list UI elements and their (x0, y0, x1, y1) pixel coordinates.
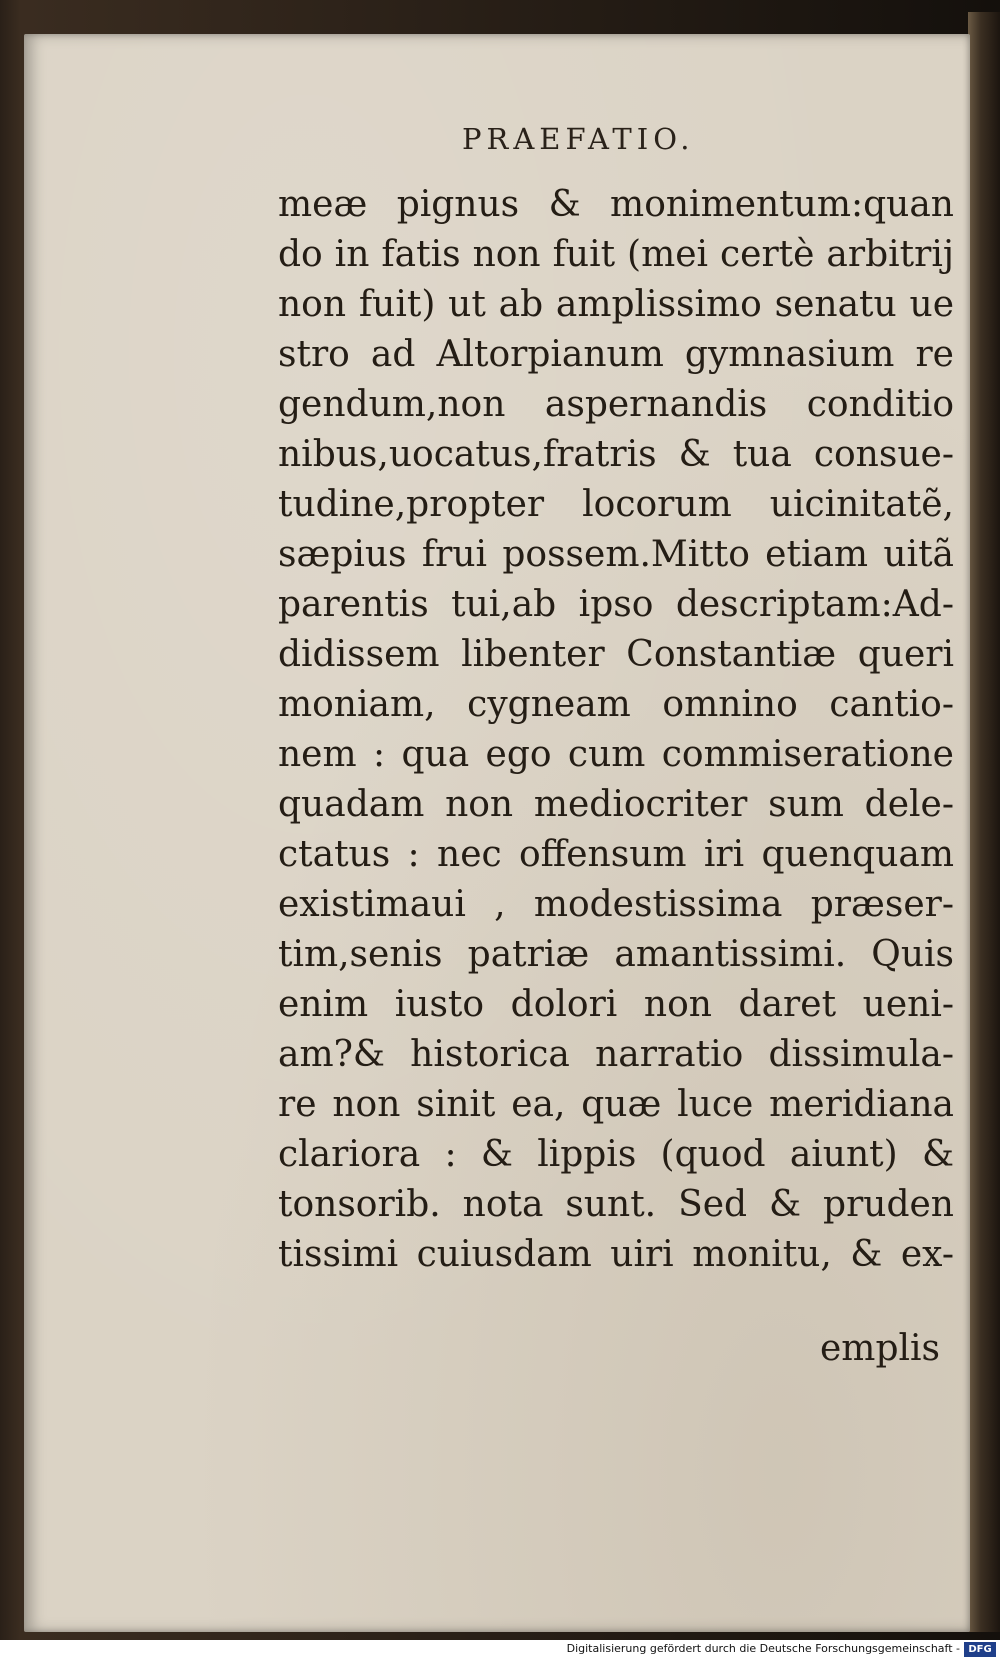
text-line: parentis tui,ab ipso descriptam:Ad- (278, 584, 954, 625)
text-line: non fuit) ut ab amplissimo senatu ue (278, 284, 954, 325)
text-line: nibus,uocatus,fratris & tua consue- (278, 434, 954, 475)
text-line: ctatus : nec offensum iri quenquam (278, 834, 954, 875)
text-line: do in fatis non fuit (mei certè arbitrij (278, 234, 954, 275)
text-line: tudine,propter locorum uicinitatẽ, (278, 484, 954, 525)
text-line: enim iusto dolori non daret ueni- (278, 984, 954, 1025)
text-line: moniam, cygneam omnino cantio- (278, 684, 954, 725)
text-line: gendum,non aspernandis conditio (278, 384, 954, 425)
text-line: tissimi cuiusdam uiri monitu, & ex- (278, 1234, 954, 1275)
footer-bar (0, 1640, 1000, 1660)
dfg-logo: DFG (964, 1642, 996, 1657)
text-line: stro ad Altorpianum gymnasium re (278, 334, 954, 375)
text-line: tonsorib. nota sunt. Sed & pruden (278, 1184, 954, 1225)
text-line: re non sinit ea, quæ luce meridiana (278, 1084, 954, 1125)
body-text (278, 180, 954, 1280)
text-line: quadam non mediocriter sum dele- (278, 784, 954, 825)
text-line: sæpius frui possem.Mitto etiam uitã (278, 534, 954, 575)
running-head: PRAEFATIO. (462, 122, 695, 156)
catchword: emplis (820, 1328, 940, 1369)
funding-credit: Digitalisierung gefördert durch die Deutsche Forschungsgemeinschaft - (566, 1642, 960, 1655)
text-line: meæ pignus & monimentum:quan (278, 184, 954, 225)
text-line: nem : qua ego cum commiseratione (278, 734, 954, 775)
text-line: am?& historica narratio dissimula- (278, 1034, 954, 1075)
book-page-edge (968, 12, 1000, 1632)
text-line: clariora : & lippis (quod aiunt) & (278, 1134, 954, 1175)
text-line: didissem libenter Constantiæ queri (278, 634, 954, 675)
text-line: existimaui , modestissima præser- (278, 884, 954, 925)
text-line: tim,senis patriæ amantissimi. Quis (278, 934, 954, 975)
